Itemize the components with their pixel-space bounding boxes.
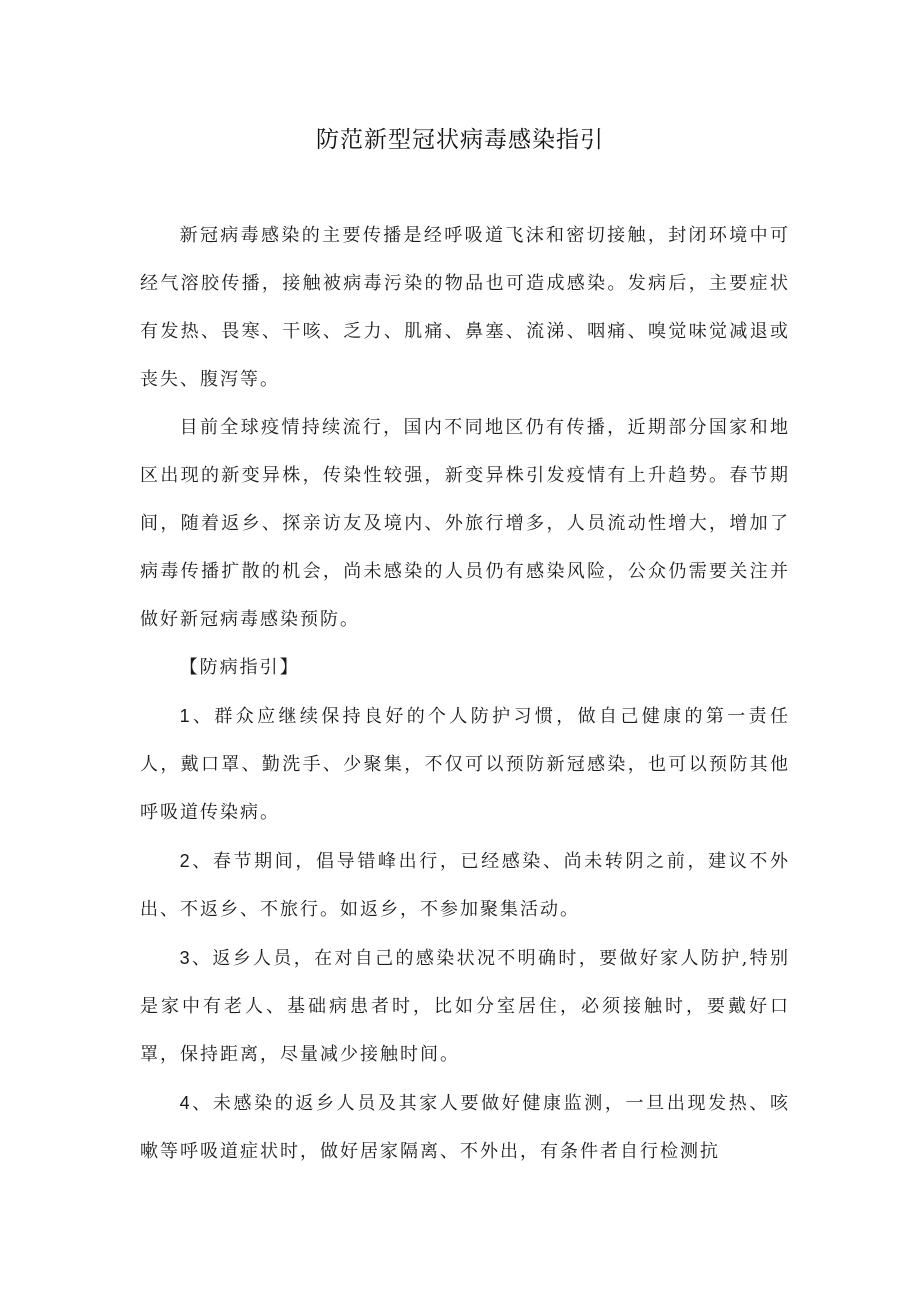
item-number: 2 <box>179 851 192 871</box>
guideline-item-1 <box>140 692 790 837</box>
item-text: 、春节期间，倡导错峰出行，已经感染、尚未转阴之前，建议不外出、不返乡、不旅行。如返乡，不参加聚集活动。 <box>140 851 790 920</box>
document-body <box>140 212 790 1176</box>
item-text: 、未感染的返乡人员及其家人要做好健康监测，一旦出现发热、咳嗽等呼吸道症状时，做好居家隔离、不外出，有条件者自行检测抗 <box>140 1093 790 1162</box>
section-heading: 【防病指引】 <box>179 657 300 678</box>
item-text: 、群众应继续保持良好的个人防护习惯，做自己健康的第一责任人，戴口罩、勤洗手、少聚集，不仅可以预防新冠感染，也可以预防其他呼吸道传染病。 <box>140 706 790 823</box>
item-number: 4 <box>179 1093 192 1113</box>
item-number: 1 <box>179 706 192 726</box>
item-text: 、返乡人员，在对自己的感染状况不明确时，要做好家人防护,特别是家中有老人、基础病患者时，比如分室居住，必须接触时，要戴好口罩，保持距离，尽量减少接触时间。 <box>140 948 790 1065</box>
document-title: 防范新型冠状病毒感染指引 <box>316 127 604 153</box>
paragraph-epidemic-situation: 目前全球疫情持续流行，国内不同地区仍有传播，近期部分国家和地区出现的新变异株，传染性较强，新变异株引发疫情有上升趋势。春节期间，随着返乡、探亲访友及境内、外旅行增多，人员流动性增大，增加了病毒传播扩散的机会，尚未感染的人员仍有感染风险，公众仍需要关注并做好新冠病毒感染预防。 <box>140 417 790 630</box>
paragraph-transmission: 新冠病毒感染的主要传播是经呼吸道飞沫和密切接触，封闭环境中可经气溶胶传播，接触被病毒污染的物品也可造成感染。发病后，主要症状有发热、畏寒、干咳、乏力、肌痛、鼻塞、流涕、咽痛、嗅觉味觉减退或丧失、腹泻等。 <box>140 225 790 390</box>
item-number: 3 <box>179 948 192 968</box>
guideline-item-4 <box>140 1079 790 1176</box>
guideline-item-3 <box>140 934 790 1079</box>
guideline-item-2 <box>140 837 790 934</box>
